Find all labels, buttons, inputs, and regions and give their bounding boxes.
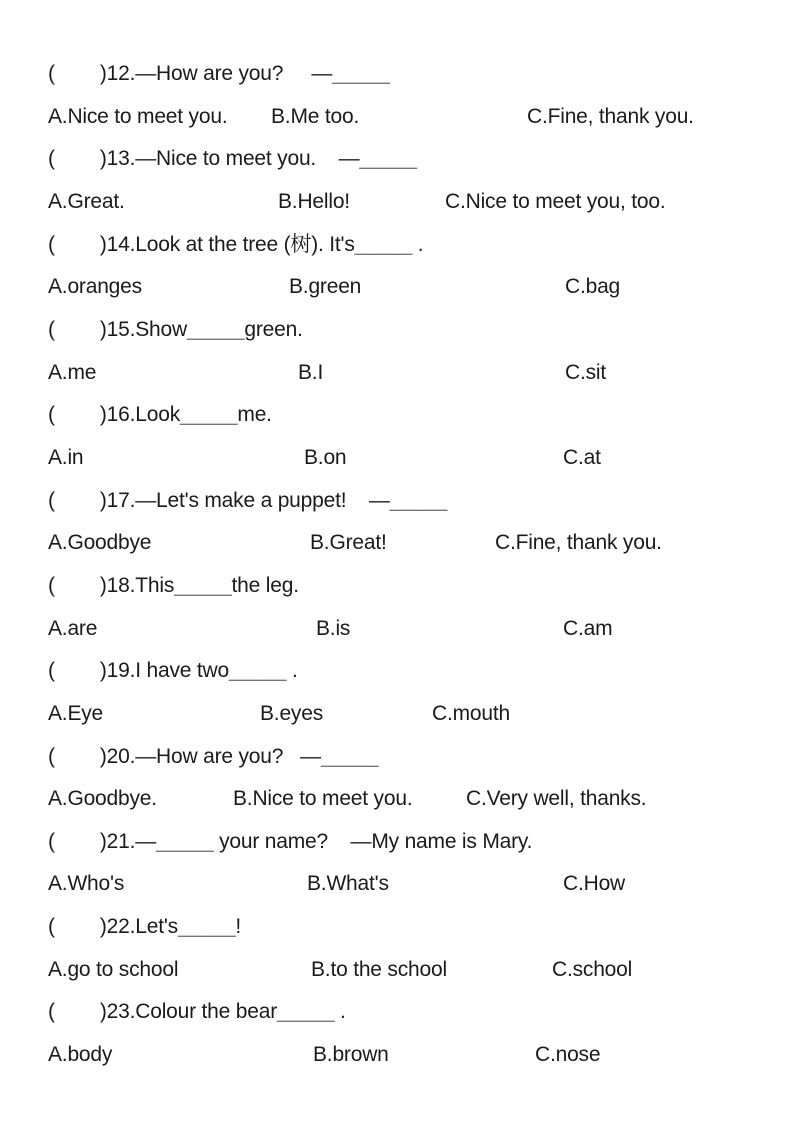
option-22-C: C.school: [552, 957, 633, 981]
question-prompt: ( )17.—Let's make a puppet! —_____: [48, 488, 448, 512]
worksheet: [0, 53, 793, 1077]
option-14-A: A.oranges: [48, 275, 142, 299]
option-13-A: A.Great.: [48, 189, 125, 213]
option-20-A: A.Goodbye.: [48, 787, 157, 811]
options-20: [0, 778, 793, 821]
question-prompt: ( )21.—_____ your name? —My name is Mary.: [48, 829, 533, 853]
option-15-A: A.me: [48, 360, 97, 384]
options-17: [0, 522, 793, 565]
question-13: [0, 138, 793, 181]
option-16-C: C.at: [563, 445, 601, 469]
question-prompt: ( )16.Look_____me.: [48, 403, 272, 427]
answer-blank: _____: [174, 573, 232, 597]
answer-blank: _____: [187, 317, 245, 341]
question-prompt: ( )18.This_____the leg.: [48, 573, 299, 597]
answer-blank: _____: [359, 147, 417, 171]
options-15: [0, 352, 793, 395]
options-13: [0, 181, 793, 224]
answer-blank: _____: [177, 915, 236, 939]
option-16-A: A.in: [48, 445, 84, 469]
option-14-C: C.bag: [565, 275, 621, 299]
option-17-C: C.Fine, thank you.: [495, 531, 662, 555]
question-17: [0, 480, 793, 523]
option-16-B: B.on: [304, 445, 347, 469]
question-14: [0, 224, 793, 267]
option-23-B: B.brown: [313, 1043, 389, 1067]
option-19-C: C.mouth: [432, 701, 510, 725]
question-prompt: ( )12.—How are you? —_____: [48, 62, 390, 85]
question-prompt: ( )14.Look at the tree (树). It's_____ .: [48, 232, 424, 256]
question-23: [0, 991, 793, 1034]
answer-blank: _____: [228, 659, 287, 683]
option-13-C: C.Nice to meet you, too.: [445, 189, 666, 213]
option-17-A: A.Goodbye: [48, 531, 152, 555]
option-12-B: B.Me too.: [271, 104, 360, 128]
option-18-C: C.am: [563, 616, 613, 640]
question-prompt: ( )20.—How are you? —_____: [48, 744, 379, 768]
option-23-A: A.body: [48, 1043, 113, 1067]
options-23: [0, 1034, 793, 1077]
answer-blank: _____: [277, 1000, 335, 1024]
option-23-C: C.nose: [535, 1043, 601, 1067]
option-22-A: A.go to school: [48, 957, 179, 981]
answer-blank: _____: [320, 744, 379, 768]
answer-blank: _____: [180, 403, 238, 427]
answer-blank: _____: [156, 829, 214, 853]
option-20-B: B.Nice to meet you.: [233, 787, 413, 811]
options-22: [0, 949, 793, 992]
option-15-B: B.I: [298, 360, 324, 384]
question-prompt: ( )13.—Nice to meet you. —_____: [48, 147, 417, 171]
option-12-C: C.Fine, thank you.: [527, 104, 694, 128]
question-prompt: ( )22.Let's_____!: [48, 915, 242, 939]
question-prompt: ( )15.Show_____green.: [48, 317, 303, 341]
option-19-A: A.Eye: [48, 701, 104, 725]
option-13-B: B.Hello!: [278, 189, 350, 213]
answer-blank: _____: [354, 232, 413, 256]
options-21: [0, 863, 793, 906]
question-21: [0, 821, 793, 864]
option-18-A: A.are: [48, 616, 98, 640]
question-prompt: ( )23.Colour the bear_____ .: [48, 1000, 346, 1024]
option-20-C: C.Very well, thanks.: [466, 787, 647, 811]
question-16: [0, 394, 793, 437]
option-14-B: B.green: [289, 275, 362, 299]
question-18: [0, 565, 793, 608]
options-12: [0, 96, 793, 139]
option-21-B: B.What's: [307, 872, 389, 896]
options-16: [0, 437, 793, 480]
option-21-C: C.How: [563, 872, 626, 896]
option-19-B: B.eyes: [260, 701, 323, 725]
answer-blank: _____: [389, 488, 448, 512]
options-19: [0, 693, 793, 736]
question-15: [0, 309, 793, 352]
option-21-A: A.Who's: [48, 872, 125, 896]
option-18-B: B.is: [316, 616, 351, 640]
option-12-A: A.Nice to meet you.: [48, 104, 228, 128]
option-22-B: B.to the school: [311, 957, 447, 981]
question-20: [0, 736, 793, 779]
options-14: [0, 266, 793, 309]
question-19: [0, 650, 793, 693]
options-18: [0, 608, 793, 651]
question-12: [0, 53, 793, 96]
option-15-C: C.sit: [565, 360, 607, 384]
answer-blank: _____: [332, 62, 390, 85]
question-22: [0, 906, 793, 949]
option-17-B: B.Great!: [310, 531, 387, 555]
question-prompt: ( )19.I have two_____ .: [48, 659, 298, 683]
